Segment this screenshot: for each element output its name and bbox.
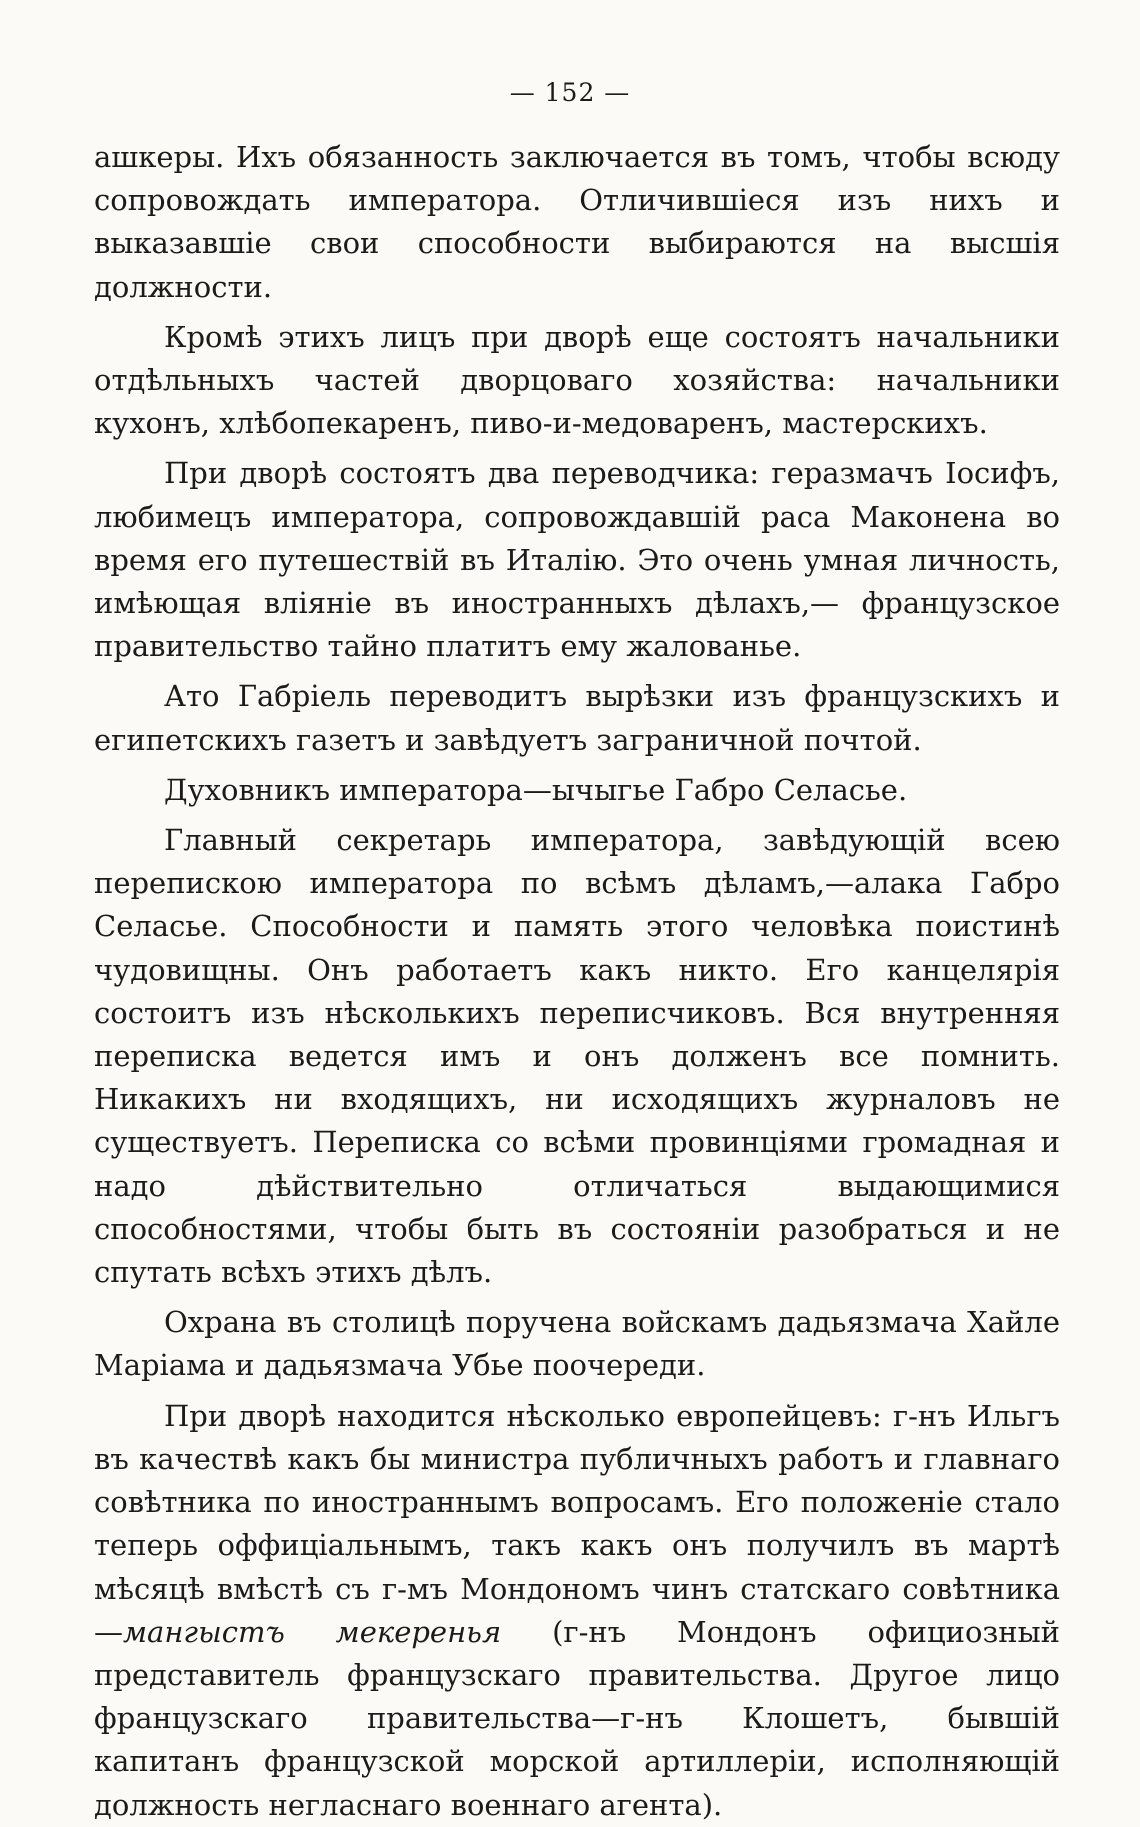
paragraph-6: Главный секретарь императора, завѣдующій всею перепискою императора по всѣмъ дѣламъ,—алака Габро Селасье. Способности и память этого человѣка поистинѣ чудовищны. Онъ работаетъ какъ никто. Его канцелярія состоитъ изъ нѣсколькихъ переписчиковъ. Вся внутренняя переписка ведется имъ и онъ долженъ все помнить. Никакихъ ни входящихъ, ни исходящихъ журналовъ не существуетъ. Переписка со всѣми провинціями громадная и надо дѣйствительно отличаться выдающимися способностями, чтобы быть въ состояніи разобраться и не спутать всѣхъ этихъ дѣлъ. — [94, 823, 1060, 1290]
paragraph-8-text-before: При дворѣ находится нѣсколько европейцевъ: г-нъ Ильгъ въ качествѣ какъ бы министра публичныхъ работъ и главнаго совѣтника по иностраннымъ вопросамъ. Его положеніе стало теперь оффиціальнымъ, такъ какъ онъ получилъ въ мартѣ мѣсяцѣ вмѣстѣ съ г-мъ Мондономъ чинъ статскаго совѣтника— — [94, 1398, 1060, 1649]
paragraph-8-text-after: (г-нъ Мондонъ официозный представитель французскаго правительства. Другое лицо французскаго правительства—г-нъ Клошетъ, бывшій капитанъ французской морской артиллеріи, исполняющій должность негласнаго военнаго агента). — [94, 1614, 1060, 1822]
paragraph-8-italic-term: мангыстъ мекеренья — [123, 1614, 502, 1649]
paragraph-8 — [94, 1395, 1060, 1827]
paragraph-3: При дворѣ состоятъ два переводчика: геразмачъ Іосифъ, любимецъ императора, сопровождавшій раса Маконена во время его путешествій въ Италію. Это очень умная личность, имѣющая вліяніе въ иностранныхъ дѣлахъ,— французское правительство тайно платитъ ему жалованье. — [94, 456, 1060, 664]
page-number: — 152 — — [509, 78, 631, 107]
paragraph-4: Ато Габріель переводитъ вырѣзки изъ французскихъ и египетскихъ газетъ и завѣдуетъ заграничной почтой. — [94, 679, 1060, 757]
paragraph-2: Кромѣ этихъ лицъ при дворѣ еще состоятъ начальники отдѣльныхъ частей дворцоваго хозяйства: начальники кухонъ, хлѣбопекаренъ, пиво-и-медоваренъ, мастерскихъ. — [94, 319, 1060, 441]
paragraph-5: Духовникъ императора—ычыгье Габро Селасье. — [164, 772, 908, 807]
paragraph-7: Охрана въ столицѣ поручена войскамъ дадьязмача Хайле Маріама и дадьязмача Убье поочереди. — [94, 1305, 1060, 1383]
paragraph-1: ашкеры. Ихъ обязанность заключается въ томъ, чтобы всюду сопровождать императора. Отличившіеся изъ нихъ и выказавшіе свои способности выбираются на высшія должности. — [94, 140, 1060, 304]
body-text — [94, 136, 1060, 1827]
